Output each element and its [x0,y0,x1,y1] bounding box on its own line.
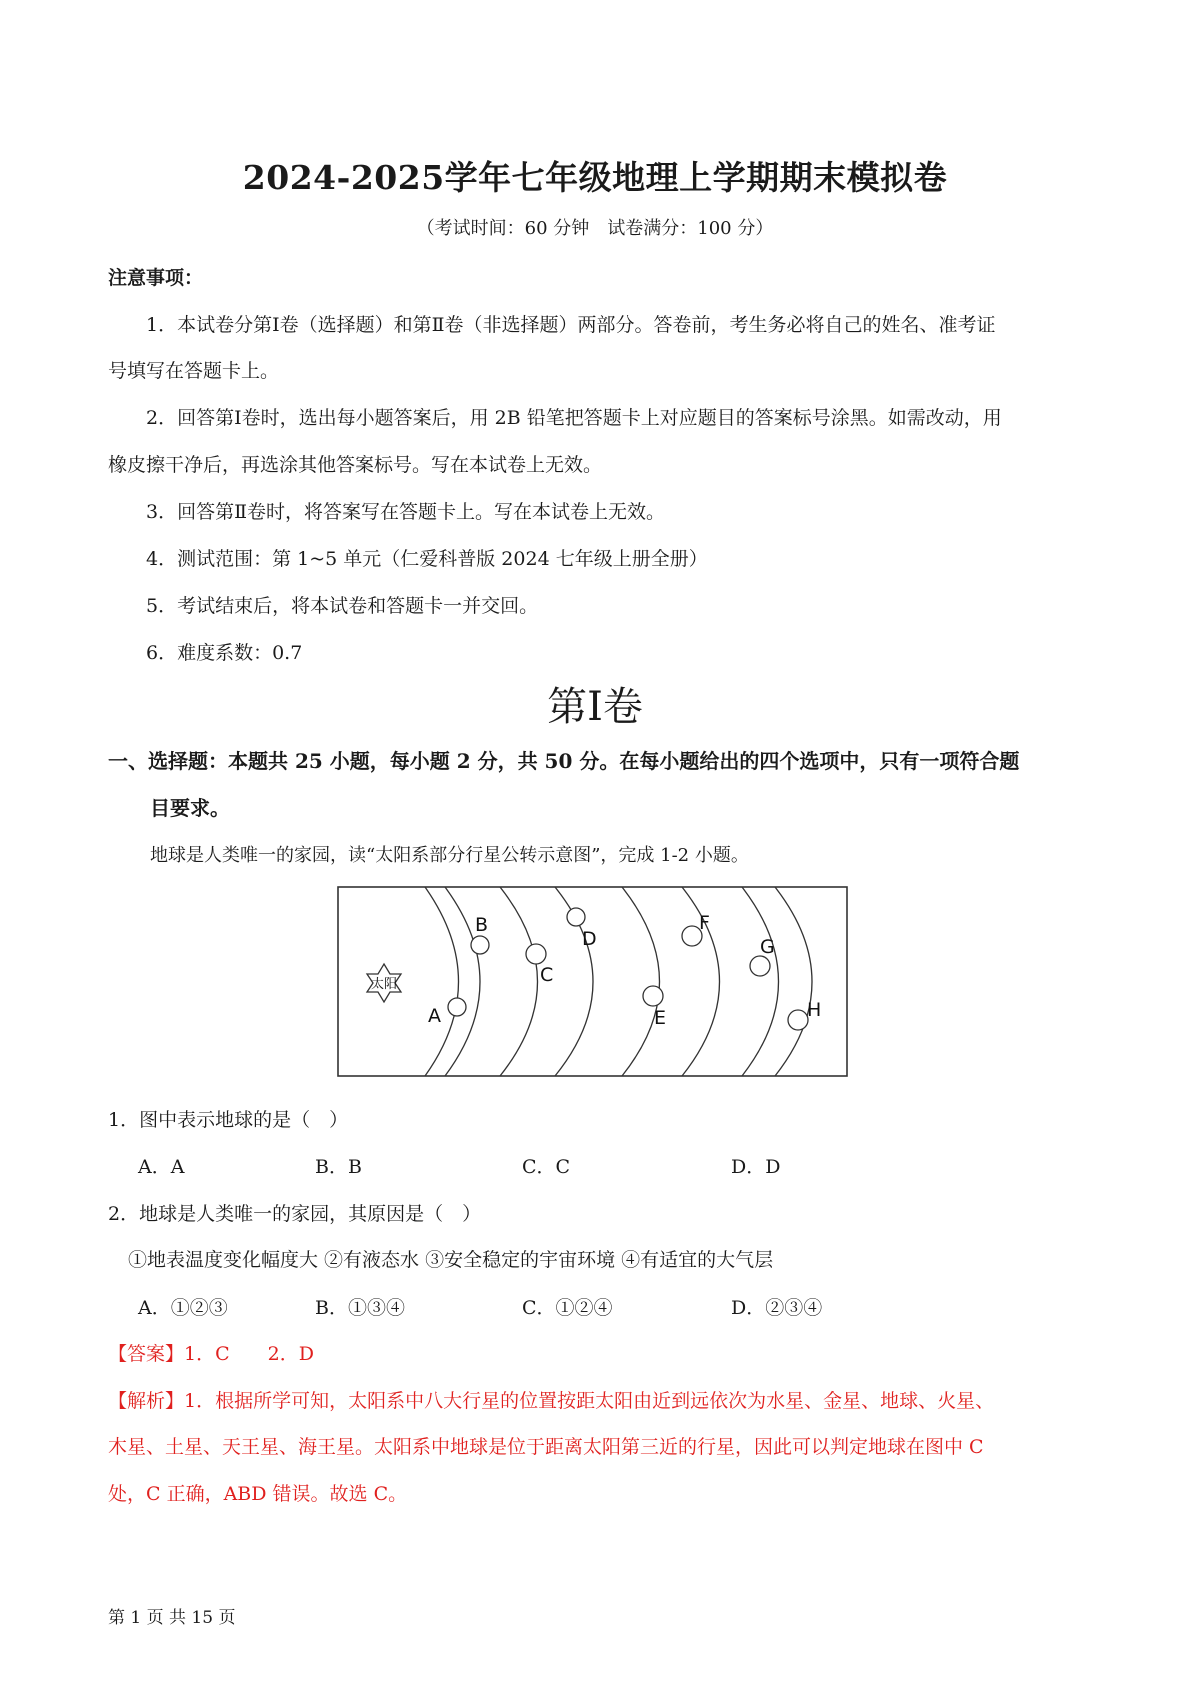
analysis-line: 处，C 正确，ABD 错误。故选 C。 [108,1483,408,1505]
notice-heading: 注意事项： [108,267,204,289]
exam-info: （考试时间：60 分钟 试卷满分：100 分） [416,218,774,239]
notice-line: 号填写在答题卡上。 [108,360,280,382]
planet-label-h: H [807,999,822,1021]
notice-line: 3．回答第Ⅱ卷时，将答案写在答题卡上。写在本试卷上无效。 [146,501,666,523]
planet-label-e: E [654,1007,667,1029]
notice-line: 6．难度系数：0.7 [146,642,303,664]
planet-label-b: B [475,914,489,936]
planet-label-f: F [699,912,710,934]
sun-label: 太阳 [370,977,398,992]
planet-c-marker [526,944,546,964]
page-number: 第 1 页 共 15 页 [108,1608,236,1628]
question-2-stem: 2．地球是人类唯一的家园，其原因是（ ） [108,1203,482,1225]
planet-label-c: C [540,964,554,986]
notice-line: 橡皮擦干净后，再选涂其他答案标号。写在本试卷上无效。 [108,454,603,476]
notice-line: 4．测试范围：第 1~5 单元（仁爱科普版 2024 七年级上册全册） [146,548,708,570]
planet-b-marker [471,936,489,954]
question-1-stem: 1．图中表示地球的是（ ） [108,1109,349,1131]
analysis-line: 木星、土星、天王星、海王星。太阳系中地球是位于距离太阳第三近的行星，因此可以判定地球在图中 C [108,1436,984,1458]
question-1-option-c: C．C [522,1156,571,1178]
question-1-option-a: A．A [138,1156,185,1178]
answer-line: 【答案】1．C 2．D [108,1343,314,1365]
page-title: 2024-2025学年七年级地理上学期期末模拟卷 [242,158,948,197]
planet-g-marker [750,956,770,976]
planet-a-marker [448,998,466,1016]
question-2-option-b: B．①③④ [315,1297,405,1319]
section-title: 第Ⅰ卷 [547,684,643,730]
question-1-option-d: D．D [731,1156,781,1178]
planet-h-marker [788,1010,808,1030]
notice-line: 1．本试卷分第Ⅰ卷（选择题）和第Ⅱ卷（非选择题）两部分。答卷前，考生务必将自己的姓名、准考证 [146,314,996,336]
question-1-option-b: B．B [315,1156,362,1178]
planet-label-a: A [428,1005,441,1027]
question-2-option-c: C．①②④ [522,1297,613,1319]
notice-line: 5．考试结束后，将本试卷和答题卡一并交回。 [146,595,539,617]
planet-d-marker [567,908,585,926]
question-intro: 地球是人类唯一的家园，读“太阳系部分行星公转示意图”，完成 1-2 小题。 [150,845,749,866]
question-2-option-d: D．②③④ [731,1297,823,1319]
planet-e-marker [643,986,663,1006]
question-2-statements: ①地表温度变化幅度大 ②有液态水 ③安全稳定的宇宙环境 ④有适宜的大气层 [128,1249,774,1271]
planet-label-g: G [760,936,775,958]
analysis-line: 【解析】1．根据所学可知，太阳系中八大行星的位置按距太阳由近到远依次为水星、金星、地球、火星、 [108,1390,995,1412]
solar-system-diagram [337,886,849,1078]
planet-label-d: D [582,928,597,950]
notice-line: 2．回答第Ⅰ卷时，选出每小题答案后，用 2B 铅笔把答题卡上对应题目的答案标号涂黑。如需改动，用 [146,407,1002,429]
question-type-heading: 一、选择题：本题共 25 小题，每小题 2 分，共 50 分。在每小题给出的四个选项中，只有一项符合题 [108,749,1020,773]
question-type-heading-cont: 目要求。 [150,796,230,820]
question-2-option-a: A．①②③ [138,1297,228,1319]
